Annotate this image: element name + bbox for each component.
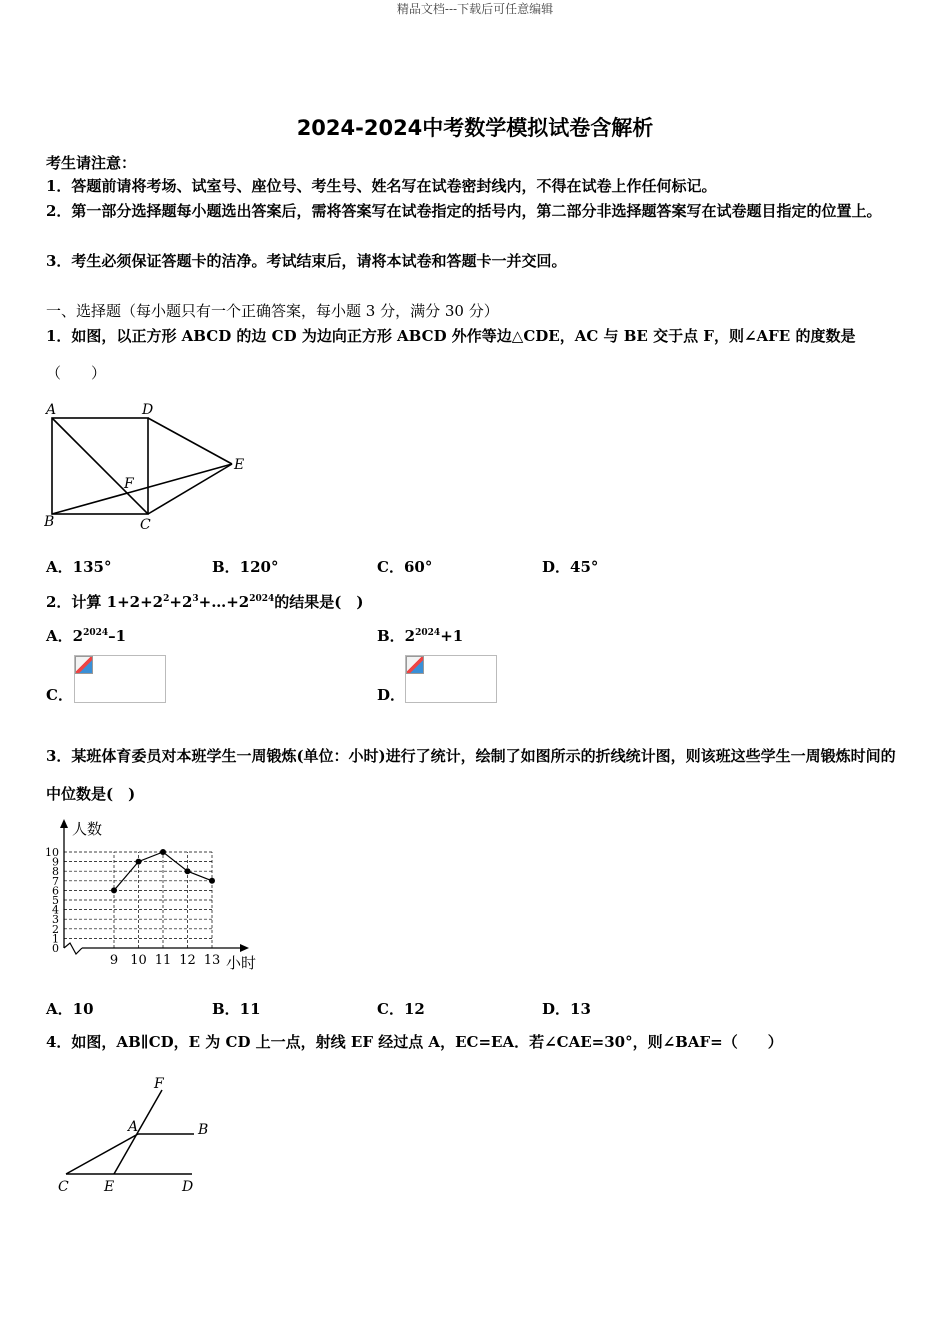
q3-option-a: A．10 bbox=[46, 1000, 94, 1018]
q1-option-a: A．135° bbox=[46, 558, 112, 576]
label-f: F bbox=[124, 476, 134, 492]
x-tick-label: 12 bbox=[179, 953, 196, 968]
q3-line-chart bbox=[42, 816, 267, 976]
y-tick-label: 9 bbox=[52, 855, 59, 869]
y-tick-label: 3 bbox=[52, 913, 59, 927]
y-tick-label: 1 bbox=[52, 932, 59, 946]
x-tick-label: 13 bbox=[203, 953, 221, 968]
x-tick-label: 11 bbox=[154, 953, 172, 968]
y-axis-label: 人数 bbox=[72, 820, 103, 838]
label-b: B bbox=[198, 1122, 209, 1138]
label-a: A bbox=[46, 402, 57, 418]
section-heading: 一、选择题（每小题只有一个正确答案，每小题 3 分，满分 30 分） bbox=[46, 302, 499, 320]
y-tick-label: 0 bbox=[52, 942, 59, 955]
diagonal-ac bbox=[52, 418, 148, 514]
axis-break bbox=[64, 943, 82, 954]
q2-option-c: C． bbox=[46, 686, 73, 704]
q3-stem: 3．某班体育委员对本班学生一周锻炼(单位：小时)进行了统计，绘制了如图所示的折线统计图，则该班这些学生一周锻炼时间的中位数是( ) bbox=[46, 747, 896, 803]
label-a: A bbox=[128, 1119, 139, 1135]
q2-option-d: D． bbox=[377, 686, 406, 704]
y-tick-label: 5 bbox=[52, 894, 59, 907]
data-point bbox=[111, 887, 117, 893]
y-tick-label: 10 bbox=[45, 846, 59, 859]
x-axis-arrow bbox=[240, 944, 249, 952]
y-tick-label: 6 bbox=[52, 884, 59, 898]
data-point bbox=[209, 878, 215, 884]
y-tick-label: 7 bbox=[52, 874, 59, 888]
notice-item-2: 2．第一部分选择题每小题选出答案后，需将答案写在试卷指定的括号内，第二部分非选择题答案写在试卷题目指定的位置上。 bbox=[46, 202, 882, 220]
x-axis-label: 小时 bbox=[226, 954, 257, 972]
q2-option-b: B．$2^{2024}+1$ bbox=[377, 627, 464, 645]
y-tick-label: 2 bbox=[52, 922, 59, 936]
label-d: D bbox=[182, 1179, 194, 1195]
y-tick-label: 4 bbox=[52, 903, 59, 917]
page-title: 2024-2024中考数学模拟试卷含解析 bbox=[296, 116, 654, 140]
segment-ce bbox=[148, 464, 232, 514]
label-b: B bbox=[44, 514, 55, 530]
label-f: F bbox=[154, 1076, 164, 1092]
q3-option-c: C．12 bbox=[377, 1000, 425, 1018]
q2-option-c-image bbox=[74, 655, 166, 703]
label-d: D bbox=[142, 402, 154, 418]
q2-option-d-image bbox=[405, 655, 497, 703]
x-tick-label: 10 bbox=[130, 953, 147, 968]
broken-image-icon bbox=[75, 656, 93, 674]
data-point bbox=[185, 868, 191, 874]
q1-paren: （ ） bbox=[46, 364, 107, 382]
notice-item-3: 3．考生必须保证答题卡的洁净。考试结束后，请将本试卷和答题卡一并交回。 bbox=[46, 252, 567, 270]
notice-item-1: 1．答题前请将考场、试室号、座位号、考生号、姓名写在试卷密封线内，不得在试卷上作任何标记。 bbox=[46, 177, 717, 195]
broken-image-icon bbox=[406, 656, 424, 674]
label-c: C bbox=[58, 1179, 69, 1195]
segment-ca bbox=[66, 1134, 138, 1174]
q4-stem: 4．如图，AB∥CD，E 为 CD 上一点，射线 EF 经过点 A，EC=EA．若∠CAE=30°，则∠BAF=（ ） bbox=[46, 1033, 783, 1051]
x-tick-label: 9 bbox=[109, 953, 119, 968]
y-axis-arrow bbox=[60, 819, 68, 828]
q4-figure bbox=[52, 1074, 222, 1199]
y-tick-label: 8 bbox=[52, 865, 59, 879]
label-e: E bbox=[234, 457, 245, 473]
segment-de bbox=[148, 418, 232, 464]
segment-be bbox=[52, 464, 232, 514]
q1-option-c: C．60° bbox=[377, 558, 433, 576]
label-e: E bbox=[104, 1179, 115, 1195]
q1-option-d: D．45° bbox=[542, 558, 599, 576]
q2-stem: 2．计算 $1+2+2^2+2^3+\dots+2^{2024}$的结果是( ) bbox=[46, 593, 364, 611]
data-point bbox=[160, 849, 166, 855]
q3-option-b: B．11 bbox=[212, 1000, 261, 1018]
data-point bbox=[136, 859, 142, 865]
q3-option-d: D．13 bbox=[542, 1000, 591, 1018]
label-c: C bbox=[140, 517, 151, 533]
q1-stem: 1．如图，以正方形 ABCD 的边 CD 为边向正方形 ABCD 外作等边△CDE，AC 与 BE 交于点 F，则∠AFE 的度数是 bbox=[46, 327, 856, 345]
page-header: 精品文档---下载后可任意编辑 bbox=[396, 2, 554, 16]
q1-option-b: B．120° bbox=[212, 558, 279, 576]
notice-heading: 考生请注意： bbox=[46, 154, 137, 172]
q2-option-a: A．$2^{2024}-1$ bbox=[46, 627, 127, 645]
q1-figure bbox=[44, 398, 254, 538]
